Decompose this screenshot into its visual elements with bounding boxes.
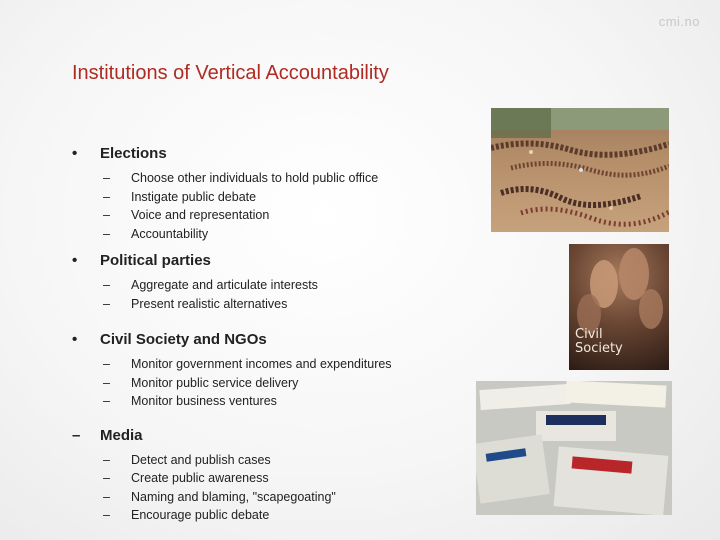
list-item [103, 295, 472, 314]
list-item-text: Accountability [131, 226, 209, 241]
bullet-marker: • [72, 252, 78, 269]
section-heading: Political parties [100, 252, 211, 269]
list-item-text: Voice and representation [131, 208, 270, 222]
list-item-text: Instigate public debate [131, 189, 257, 204]
list-item-text: Create public awareness [131, 471, 269, 485]
list-item [103, 225, 472, 244]
list-item-text: Monitor public service delivery [131, 375, 299, 390]
dash-marker: – [103, 357, 110, 371]
election-queue-photo [491, 108, 669, 232]
dash-marker: – [103, 452, 110, 467]
list-item-text: Monitor government incomes and expenditures [131, 357, 392, 371]
section-heading: Elections [100, 145, 167, 162]
dash-marker: – [103, 296, 110, 311]
caption-line: Society [575, 341, 623, 356]
list-item [103, 188, 472, 207]
caption-line: Civil [575, 327, 603, 342]
list-item-text: Aggregate and articulate interests [131, 278, 318, 292]
list-item [103, 206, 472, 225]
list-item [103, 451, 472, 470]
slide-title: Institutions of Vertical Accountability [72, 62, 389, 84]
dash-marker: – [103, 189, 110, 204]
bullet-marker: • [72, 145, 78, 162]
dash-marker: – [103, 278, 110, 292]
list-item [103, 469, 472, 488]
section-media [72, 425, 472, 525]
bullet-marker: • [72, 331, 78, 348]
list-item-text: Encourage public debate [131, 508, 270, 522]
list-item-text: Choose other individuals to hold public office [131, 171, 379, 185]
dash-marker: – [103, 394, 110, 408]
section-civil-society [72, 329, 472, 411]
section-elections [72, 143, 472, 243]
list-item-text: Naming and blaming, "scapegoating" [131, 489, 336, 504]
list-item-text: Monitor business ventures [131, 394, 277, 408]
section-heading: Civil Society and NGOs [100, 331, 267, 348]
dash-marker: – [103, 375, 110, 390]
crowd-illustration [491, 108, 669, 232]
civil-society-caption [575, 328, 623, 356]
list-item [103, 169, 472, 188]
civil-society-photo [569, 244, 669, 370]
list-item [103, 392, 472, 411]
newspapers-photo [476, 381, 672, 515]
dash-marker: – [72, 426, 81, 444]
dash-marker: – [103, 171, 110, 185]
list-item-text: Detect and publish cases [131, 452, 271, 467]
section-heading: Media [100, 426, 143, 444]
newspaper-stack-illustration [476, 381, 672, 515]
list-item [103, 355, 472, 374]
dash-marker: – [103, 508, 110, 522]
list-item [103, 488, 472, 507]
dash-marker: – [103, 471, 110, 485]
list-item-text: Present realistic alternatives [131, 296, 288, 311]
list-item [103, 276, 472, 295]
dash-marker: – [103, 208, 110, 222]
dash-marker: – [103, 489, 110, 504]
list-item [103, 374, 472, 393]
dash-marker: – [103, 226, 110, 241]
section-political-parties [72, 250, 472, 313]
list-item [103, 506, 472, 525]
brand-logo: cmi.no [658, 14, 700, 29]
bullet-content [72, 143, 472, 525]
